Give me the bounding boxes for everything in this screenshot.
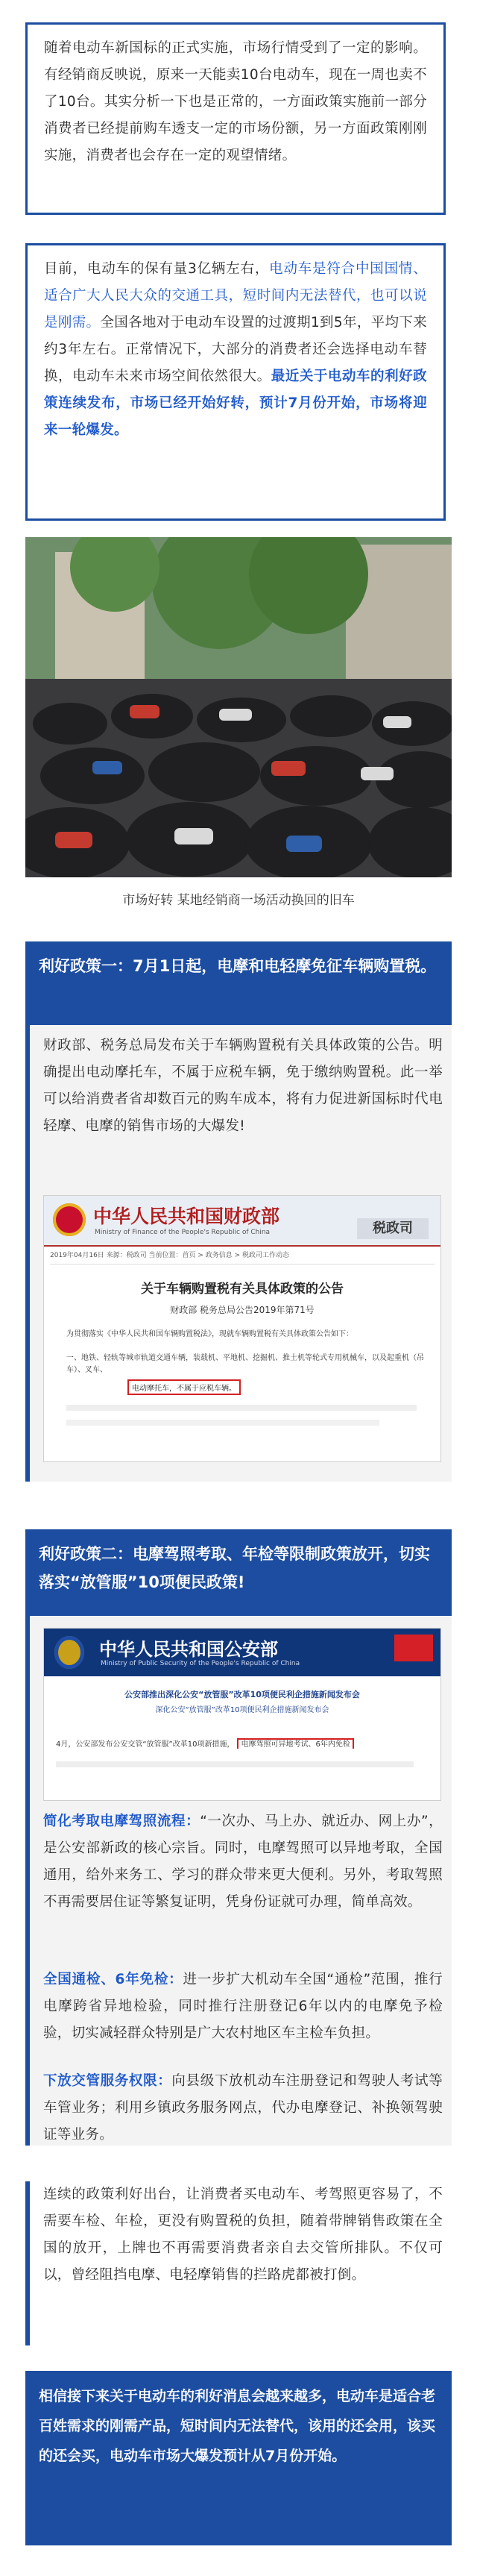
mps-screenshot: [43, 1628, 441, 1801]
national-emblem-icon: [53, 1203, 86, 1236]
mof-doc-faded-2: [66, 1420, 379, 1426]
mof-doc-title: 关于车辆购置税有关具体政策的公告: [141, 1282, 344, 1297]
status-text-2: 电动车是符合中国国情、适合广大人民大众的交通工具，短时间内无法替代，也可以说是刚需。: [44, 261, 427, 330]
mps-faded-line: [56, 1761, 414, 1767]
mof-site-name: 中华人民共和国财政部: [93, 1206, 280, 1227]
mof-doc-number: 财政部 税务总局公告2019年第71号: [170, 1305, 315, 1315]
policy2-item-2-text: 进一步扩大机动车全国“通检”范围，推行电摩跨省异地检验，同时推行注册登记6年以内的电摩免予检验，切实减轻群众特别是广大农村地区车主检车负担。: [43, 1972, 443, 2041]
closing-text: 相信接下来关于电动车的利好消息会越来越多，电动车是适合老百姓需求的刚需产品，短时间内无法替代，该用的还会用，该买的还会买，电动车市场大爆发预计从7月份开始。: [39, 2388, 436, 2464]
mps-news-line: [56, 1737, 429, 1749]
status-text-4: 最近关于电动车的利好政策连续发布，市场已经开始好转，预计7月份开始，市场将迎来一轮爆发。: [44, 369, 427, 438]
mof-screenshot: [43, 1195, 441, 1462]
summary-left-bar: [25, 2181, 30, 2345]
policy2-panel: [25, 1616, 452, 2146]
mps-news-subtitle: 深化公安“放管服”改革10项便民利企措施新闻发布会: [155, 1706, 329, 1714]
policy2-item-2: [43, 1967, 443, 2047]
policy2-left-bar: [25, 1616, 30, 2146]
closing-box: [25, 2371, 452, 2545]
mps-news-text: 4月，公安部发布公安交管“放管服”改革10项新措施，: [56, 1740, 235, 1749]
policy2-heading: 利好政策二：电摩驾照考取、年检等限制政策放开，切实落实“放管服”10项便民政策!: [25, 1529, 452, 1616]
intro-box: [25, 22, 446, 215]
mps-site-name-en: Ministry of Public Security of the People's Republic of China: [101, 1660, 300, 1667]
mps-news-highlight: 电摩驾照可异地考试、6年内免检: [237, 1738, 353, 1749]
status-text-1: 目前，电动车的保有量3亿辆左右，: [44, 261, 270, 277]
summary-text: 连续的政策利好出台，让消费者买电动车、考驾照更容易了，不需要车检、年检，更没有购置税的负担，随着带牌销售政策在全国的放开，上牌也不再需要消费者亲自去交管所排队。不仅可以，曾经阻挡电摩、电轻摩销售的拦路虎都被打倒。: [43, 2187, 443, 2283]
policy1-heading: 利好政策一：7月1日起，电摩和电轻摩免征车辆购置税。: [25, 941, 452, 1025]
mof-tab-tax[interactable]: 税政司: [357, 1218, 429, 1239]
intro-text: 随着电动车新国标的正式实施，市场行情受到了一定的影响。有经销商反映说，原来一天能卖10台电动车，现在一周也卖不了10台。其实分析一下也是正常的，一方面政策实施前一部分消费者已经提前购车透支一定的市场份额，另一方面政策刚刚实施，消费者也会存在一定的观望情绪。: [44, 40, 427, 163]
mps-news-title: 公安部推出深化公安“放管服”改革10项便民利企措施新闻发布会: [124, 1690, 360, 1699]
status-text-3: 全国各地对于电动车设置的过渡期1到5年，平均下来约3年左右。正常情况下，大部分的消费者还会选择电动车替换，电动车未来市场空间依然很大。: [44, 315, 427, 384]
policy2-item-3: [43, 2068, 443, 2149]
mof-doc-faded: [66, 1405, 417, 1411]
summary-section: [25, 2181, 452, 2345]
mof-doc-line1: 为贯彻落实《中华人民共和国车辆购置税法》，现就车辆购置税有关具体政策公告如下：: [66, 1330, 353, 1338]
mof-doc-line2: 一、地铁、轻轨等城市轨道交通车辆，装载机、平地机、挖掘机、推土机等轮式专用机械车，以及起重机（吊车）、叉车、: [66, 1354, 424, 1374]
policy1-left-bar: [25, 1025, 30, 1482]
status-box: [25, 243, 446, 521]
policy2-item-1-text: “一次办、马上办、就近办、网上办”，是公安部新政的核心宗旨。同时，电摩驾照可以异地考取，全国通用，给外来务工、学习的群众带来更大便利。另外，考取驾照不再需要居住证等繁复证明，凭身份证就可办理，简单高效。: [43, 1814, 443, 1910]
mof-site-name-en: Ministry of Finance of the People's Republic of China: [95, 1229, 271, 1236]
status-paragraph: [44, 256, 427, 444]
policy2-item-2-title: 全国通检、6年免检：: [43, 1972, 183, 1987]
policy1-panel: [25, 1025, 452, 1482]
mps-site-name: 中华人民共和国公安部: [99, 1638, 278, 1660]
policy1-text: 财政部、税务总局发布关于车辆购置税有关具体政策的公告。明确提出电动摩托车，不属于应税车辆，免于缴纳购置税。此一举可以给消费者省却数百元的购车成本，将有力促进新国标时代电轻摩、电摩的销售市场的大爆发!: [43, 1038, 443, 1134]
mof-breadcrumb: 2019年04月16日 来源：税政司 当前位置：首页 > 政务信息 > 税政司工作动态: [50, 1250, 435, 1265]
scooter-photo-illustration: [25, 537, 452, 877]
police-emblem-icon: [54, 1636, 84, 1669]
policy2-item-3-text: 向县级下放机动车注册登记和驾驶人考试等车管业务；利用乡镇政务服务网点，代办电摩登记、补换领驾驶证等业务。: [43, 2073, 443, 2143]
mps-header: [44, 1629, 440, 1676]
scooter-photo: [25, 537, 452, 877]
policy2-item-1-title: 简化考取电摩驾照流程：: [43, 1814, 200, 1829]
policy2-item-3-title: 下放交管服务权限：: [43, 2073, 172, 2089]
mof-header: [44, 1196, 440, 1247]
mof-doc-highlight: 电动摩托车，不属于应税车辆。: [127, 1379, 241, 1395]
flag-icon: [394, 1635, 433, 1661]
photo-caption: 市场好转 某地经销商一场活动换回的旧车: [122, 893, 355, 908]
policy2-item-1: [43, 1808, 443, 1916]
